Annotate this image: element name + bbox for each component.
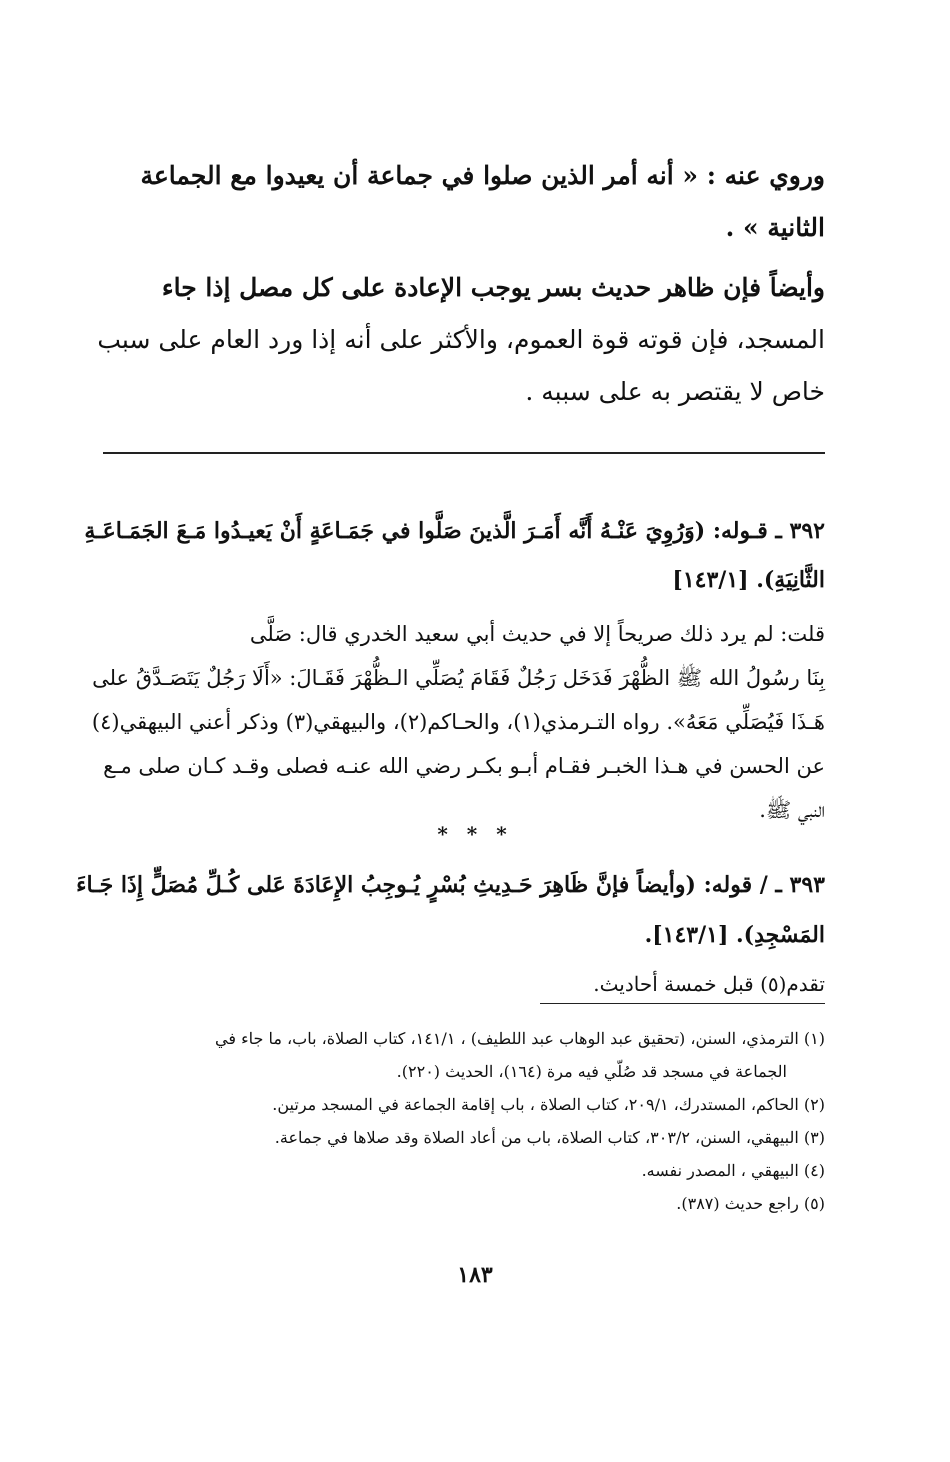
footnote-3: (٣) البيهقي، السنن، ٣٠٣/٢، كتاب الصلاة، باب من أعاد الصلاة وقد صلاها في جماعة. bbox=[274, 1128, 825, 1147]
commentary-line: ٣٩٢ ـ قـوله: (وَرُوِيَ عَنْـهُ أَنَّه أَمَـرَ الَّذينَ صَلَّوا في جَمَـاعَةٍ أَنْ يَعيـدُوا مَـعَ الجَمَـاعَـةِ bbox=[84, 518, 825, 544]
commentary-392-note bbox=[91, 612, 825, 832]
section-divider bbox=[103, 452, 825, 454]
paragraph-line: الثانية » . bbox=[725, 213, 825, 242]
paragraph-ruling bbox=[97, 262, 825, 418]
commentary-392 bbox=[84, 507, 825, 605]
commentary-line: ٣٩٣ ـ / قوله: (وأيضاً فإنَّ ظَاهِرَ حَـدِيثِ بُسْرٍ يُـوجِبُ الإِعَادَةَ عَلى كُـلِّ مُصَلٍّ إِذَا جَـاءَ bbox=[76, 872, 825, 898]
footnote-2: (٢) الحاكم، المستدرك، ٢٠٩/١، كتاب الصلاة ، باب إقامة الجماعة في المسجد مرتين. bbox=[272, 1095, 825, 1114]
footnote-1-continued: الجماعة في مسجد قد صُلّي فيه مرة (١٦٤)، الحديث (٢٢٠). bbox=[396, 1062, 787, 1081]
note-line: النبي ﷺ. bbox=[759, 798, 825, 822]
paragraph-line: خاص لا يقتصر به على سببه . bbox=[525, 377, 825, 406]
paragraph-line: وأيضاً فإن ظاهر حديث بسر يوجب الإعادة على كل مصل إذا جاء bbox=[161, 273, 825, 302]
footnotes bbox=[100, 1022, 825, 1220]
footnote-5: (٥) راجع حديث (٣٨٧). bbox=[676, 1194, 825, 1213]
page-number: ١٨٣ bbox=[457, 1262, 493, 1288]
footnote-1: (١) الترمذي، السنن، (تحقيق عبد الوهاب عبد اللطيف) ، ١٤١/١، كتاب الصلاة، باب، ما جاء في bbox=[215, 1029, 825, 1048]
note-line: هَـذَا فَيُصَلِّي مَعَهُ». رواه التـرمذي(١)، والحـاكم(٢)، والبيهقي(٣) وذكر أعني البيهقي(٤) bbox=[91, 710, 825, 734]
note-line: بِنَا رسُولُ الله ﷺ الظُّهْرَ فَدَخَل رَجُلٌ فَقَامَ يُصَلِّي الـظُّهْرَ فَقَـالَ: «أَلَا رَجُلٌ يَتَصَـدَّقُ على bbox=[92, 666, 825, 690]
paragraph-quoted-narration bbox=[100, 150, 825, 254]
commentary-393-note: تقدم(٥) قبل خمسة أحاديث. bbox=[593, 972, 825, 996]
section-separator-stars: * * * bbox=[437, 822, 513, 846]
commentary-line: الثَّانِيَةِ). [١٤٣/١] bbox=[672, 567, 825, 593]
footnote-4: (٤) البيهقي ، المصدر نفسه. bbox=[641, 1161, 825, 1180]
note-line: عن الحسن في هـذا الخبـر فقـام أبـو بكـر رضي الله عنـه فصلى وقـد كـان صلى مـع bbox=[103, 754, 825, 778]
paragraph-line: المسجد، فإن قوته قوة العموم، والأكثر على أنه إذا ورد العام على سبب bbox=[97, 325, 825, 354]
commentary-393 bbox=[76, 860, 825, 960]
commentary-line: المَسْجِدِ). [١٤٣/١]. bbox=[644, 922, 825, 948]
paragraph-line: وروي عنه : « أنه أمر الذين صلوا في جماعة أن يعيدوا مع الجماعة bbox=[140, 161, 825, 190]
note-line: قلت: لم يرد ذلك صريحاً إلا في حديث أبي سعيد الخدري قال: صَلَّى bbox=[249, 622, 825, 646]
footnote-divider bbox=[540, 1003, 825, 1004]
